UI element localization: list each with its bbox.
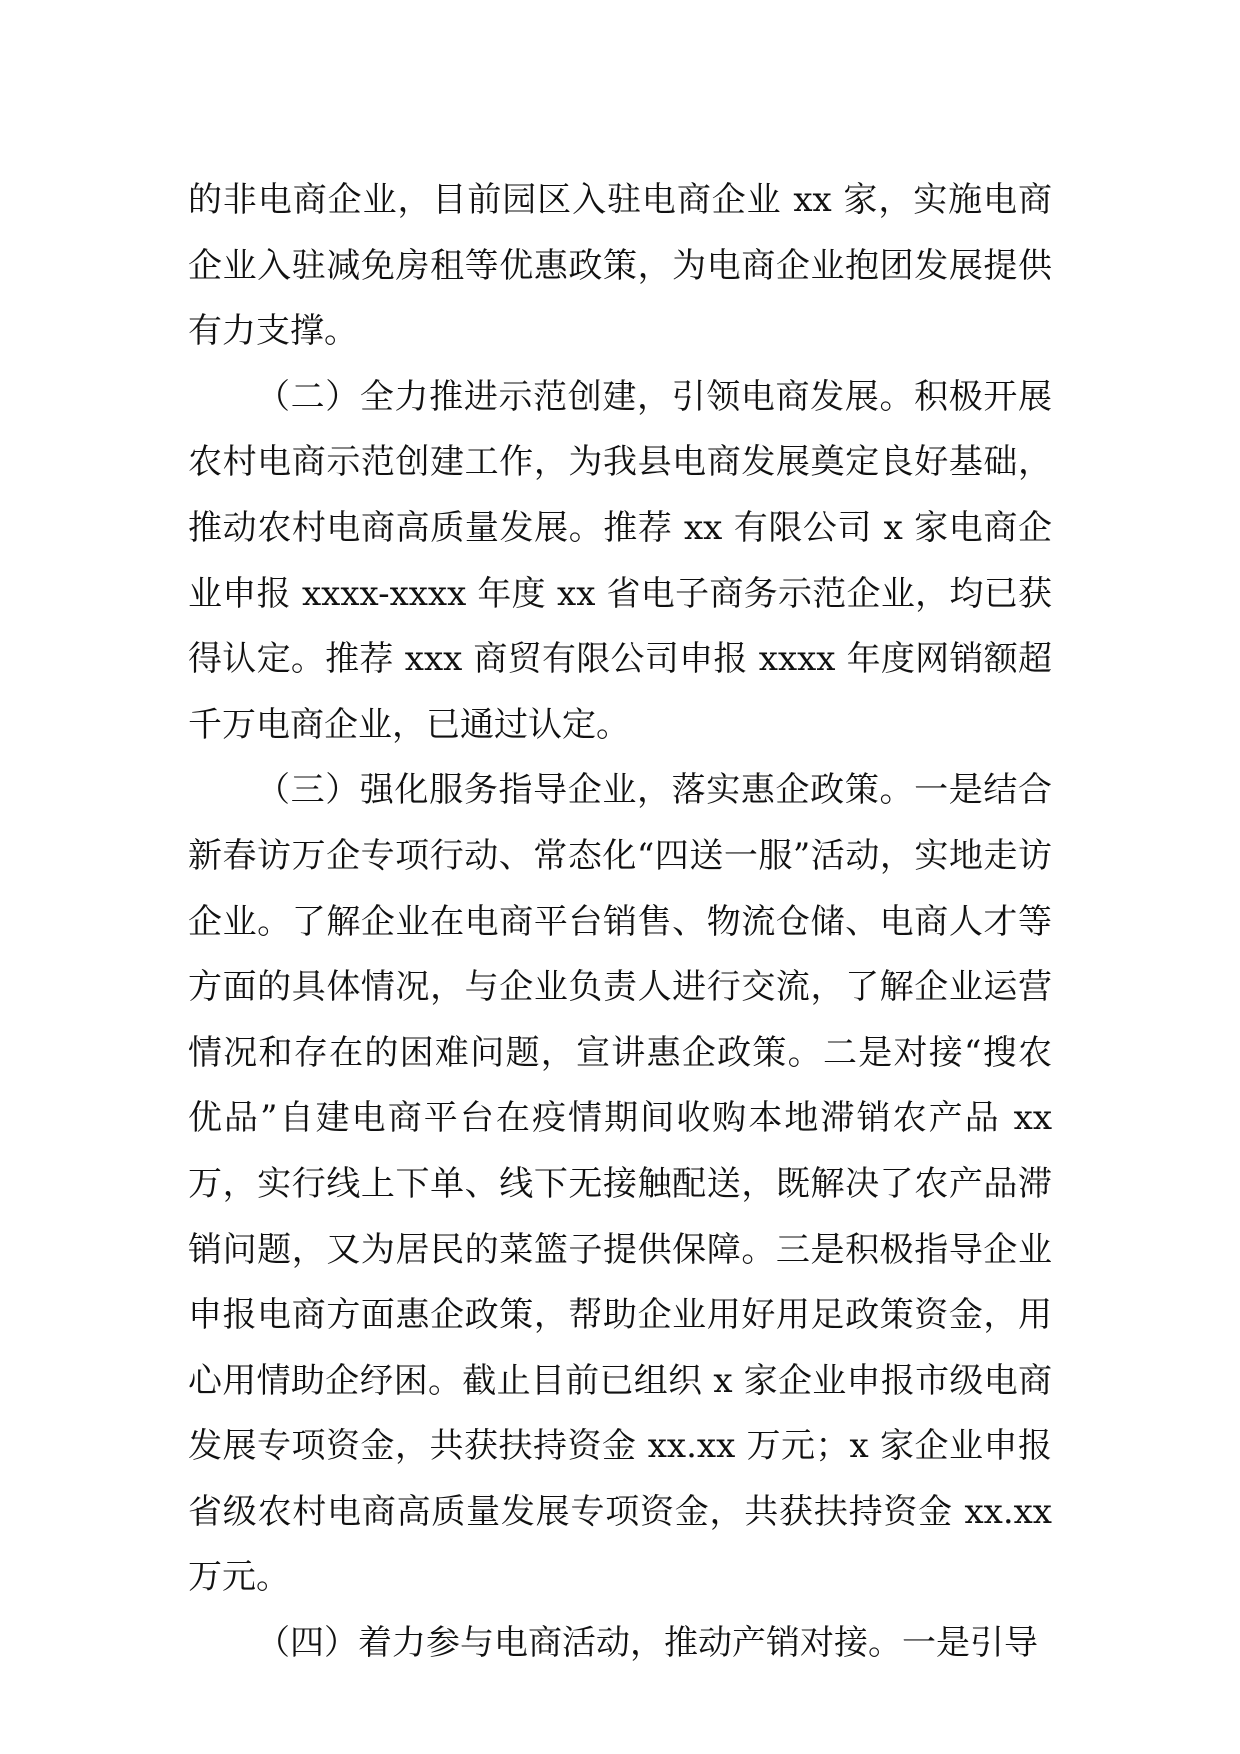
- paragraph-section-4: （四）着力参与电商活动，推动产销对接。一是引导: [256, 1623, 1038, 1664]
- paragraph-section-3: （三）强化服务指导企业，落实惠企政策。一是结合新春访万企专项行动、常态化“四送一服”活动，实地走访企业。了解企业在电商平台销售、物流仓储、电商人才等方面的具体情况，与企业负责人进行交流，了解企业运营情况和存在的困难问题，宣讲惠企政策。二是对接“搜农优品”自建电商平台在疫情期间收购本地滞销农产品 xx 万，实行线上下单、线下无接触配送，既解决了农产品滞销问题，又为居民的菜篮子提供保障。三是积极指导企业申报电商方面惠企政策，帮助企业用好用足政策资金，用心用情助企纾困。截止目前已组织 x 家企业申报市级电商发展专项资金，共获扶持资金 xx.xx 万元；x 家企业申报省级农村电商高质量发展专项资金，共获扶持资金 xx.xx 万元。: [188, 770, 1052, 1598]
- document-body: [188, 168, 1052, 1677]
- paragraph-continuation: 的非电商企业，目前园区入驻电商企业 xx 家，实施电商企业入驻减免房租等优惠政策，为电商企业抱团发展提供有力支撑。: [188, 180, 1052, 352]
- paragraph-section-2: （二）全力推进示范创建，引领电商发展。积极开展农村电商示范创建工作，为我县电商发展奠定良好基础，推动农村电商高质量发展。推荐 xx 有限公司 x 家电商企业申报 xxxx-xxxx 年度 xx 省电子商务示范企业，均已获得认定。推荐 xxx 商贸有限公司申报 xxxx 年度网销额超千万电商企业，已通过认定。: [188, 376, 1052, 745]
